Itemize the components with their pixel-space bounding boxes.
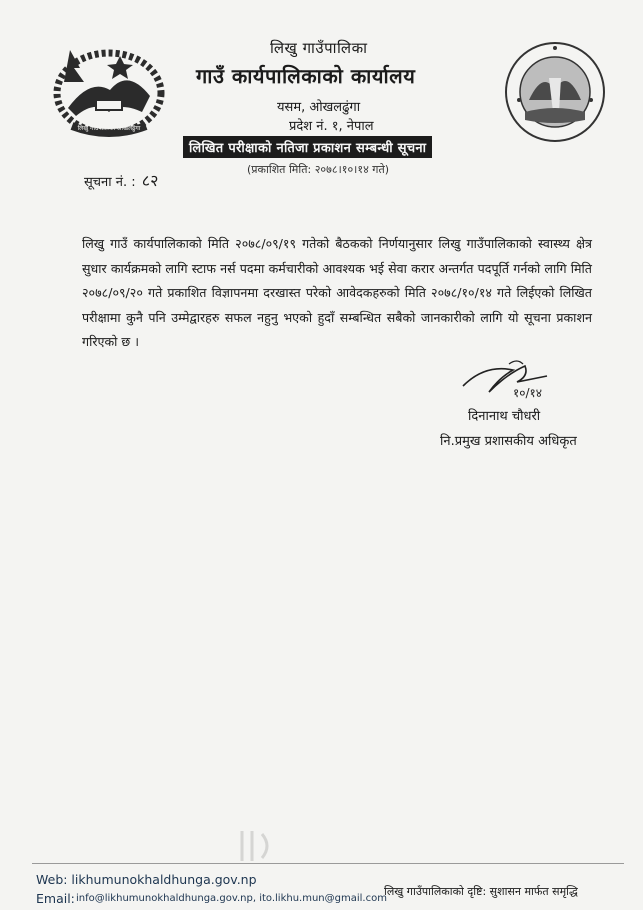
signature [455,356,555,400]
emblem-logo [50,38,168,138]
footer-email-label: Email: [36,891,75,906]
municipality-name: लिखु गाउँपालिका [270,39,368,57]
footer-divider [32,863,624,864]
footer-vision: लिखु गाउँपालिकाको दृष्टि: सुशासन मार्फत समृद्धि [384,885,578,898]
watermark-mark [232,826,282,866]
office-title: गाउँ कार्यपालिकाको कार्यालय [196,64,416,88]
notice-number-label: सूचना नं. : [84,175,136,190]
seal-logo [503,40,607,144]
notice-title-banner: लिखित परीक्षाको नतिजा प्रकाशन सम्बन्धी सूचना [183,136,432,158]
province-line: प्रदेश नं. १, नेपाल [289,119,374,134]
svg-text:लिखु गाउँपालिका ओखलढुंगा: लिखु गाउँपालिका ओखलढुंगा [77,125,141,132]
notice-number-value: ८२ [141,171,159,190]
signatory-title: नि.प्रमुख प्रशासकीय अधिकृत [440,434,577,449]
svg-text:१०/१४: १०/१४ [513,386,543,400]
footer-email-value: info@likhumunokhaldhunga.gov.np, ito.likhu.mun@gmail.com [76,893,387,904]
published-date: (प्रकाशित मिति: २०७८।१०।१४ गते) [247,163,390,176]
office-address: यसम, ओखलढुंगा [277,100,361,115]
signatory-name: दिनानाथ चौधरी [468,409,541,424]
footer-web: Web: likhumunokhaldhunga.gov.np [36,872,257,887]
notice-number [84,169,158,191]
notice-body: लिखु गाउँ कार्यपालिकाको मिति २०७८/०९/१९ गतेको बैठकको निर्णयानुसार लिखु गाउँपालिकाको स्वास्थ्य क्षेत्र सुधार कार्यक्रमको लागि स्टाफ नर्स पदमा कर्मचारीको आवश्यक भई सेवा करार अन्तर्गत पदपूर्ति गर्नको लागि मिति २०७८/०९/२० गते प्रकाशित विज्ञापनमा दरखास्त परेको आवेदकहरुको मिति २०७८/१०/१४ गते लिईएको लिखित परीक्षामा कुनै पनि उम्मेद्वारहरु सफल नहुनु भएको हुदाँ सम्बन्धित सबैको जानकारीको लागि यो सूचना प्रकाशन गरिएको छ । [82,236,592,349]
